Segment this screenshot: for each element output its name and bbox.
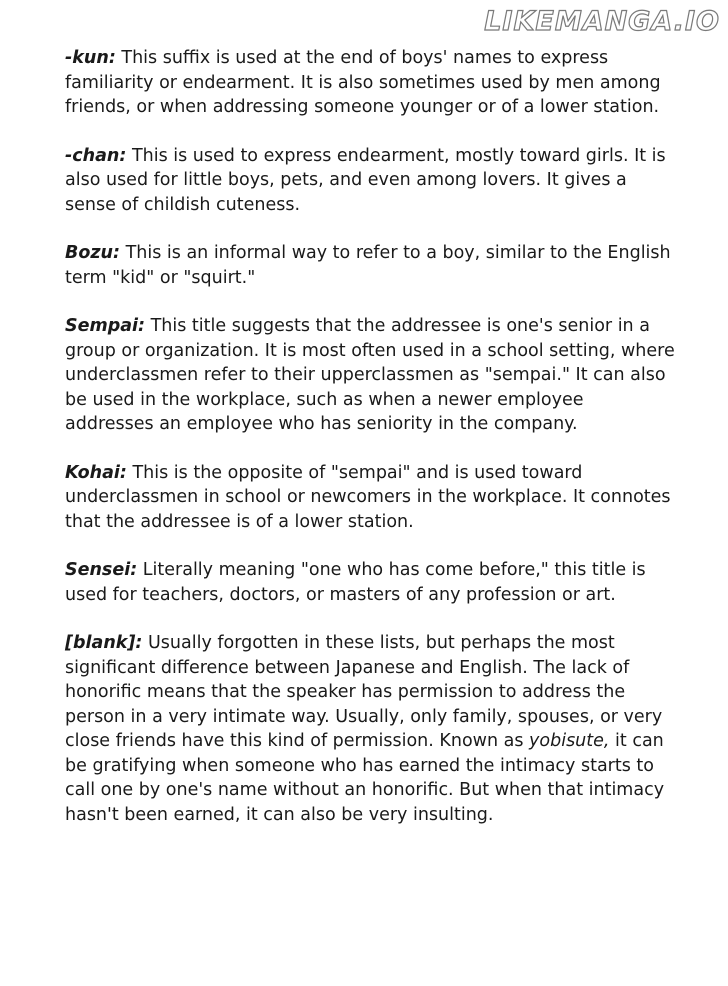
glossary-term: -kun: bbox=[65, 48, 116, 68]
glossary-term: Sensei: bbox=[65, 560, 138, 580]
glossary-definition: This is the opposite of "sempai" and is used toward underclassmen in school or newcomers in the workplace. It connotes that the addressee is of a lower station. bbox=[65, 462, 671, 532]
glossary-definition: Literally meaning "one who has come before," this title is used for teachers, doctors, or masters of any profession or art. bbox=[65, 560, 646, 605]
glossary-term: [blank]: bbox=[65, 633, 143, 653]
honorifics-glossary bbox=[65, 46, 675, 851]
glossary-definition-continued: it can be gratifying when someone who has earned the intimacy starts to call one by one's name without an honorific. But when that intimacy hasn't been earned, it can also be very insulting. bbox=[65, 731, 665, 825]
glossary-definition: This is used to express endearment, mostly toward girls. It is also used for little boys, pets, and even among lovers. It gives a sense of childish cuteness. bbox=[65, 145, 666, 215]
glossary-definition: This is an informal way to refer to a boy, similar to the English term "kid" or "squirt." bbox=[65, 243, 671, 288]
glossary-term: Kohai: bbox=[65, 462, 127, 483]
glossary-entry-kohai bbox=[65, 461, 675, 535]
glossary-term: Sempai: bbox=[65, 316, 146, 336]
glossary-term: -chan: bbox=[65, 145, 127, 166]
glossary-definition: This suffix is used at the end of boys' names to express familiarity or endearment. It is also sometimes used by men among friends, or when addressing someone younger or of a lower station. bbox=[65, 48, 661, 117]
glossary-definition: Usually forgotten in these lists, but perhaps the most significant difference between Japanese and English. The lack of honorific means that the speaker has permission to address the person in a very intimate way. Usually, only family, spouses, or very close friends have this kind of permission. Known as bbox=[65, 633, 663, 751]
site-watermark: LIKEMANGA.IO bbox=[484, 6, 720, 37]
glossary-definition: This title suggests that the addressee is one's senior in a group or organization. It is most often used in a school setting, where underclassmen refer to their upperclassmen as "sempai." It can also be used in the workplace, such as when a newer employee addresses an employee who has seniority in the company. bbox=[65, 316, 675, 434]
glossary-term: Bozu: bbox=[65, 243, 121, 263]
glossary-entry-kun bbox=[65, 46, 675, 120]
glossary-entry-sensei bbox=[65, 558, 675, 607]
glossary-entry-blank bbox=[65, 631, 675, 827]
glossary-emphasis: yobisute, bbox=[529, 731, 610, 751]
glossary-entry-bozu bbox=[65, 241, 675, 290]
glossary-entry-chan bbox=[65, 144, 675, 218]
glossary-entry-sempai bbox=[65, 314, 675, 437]
